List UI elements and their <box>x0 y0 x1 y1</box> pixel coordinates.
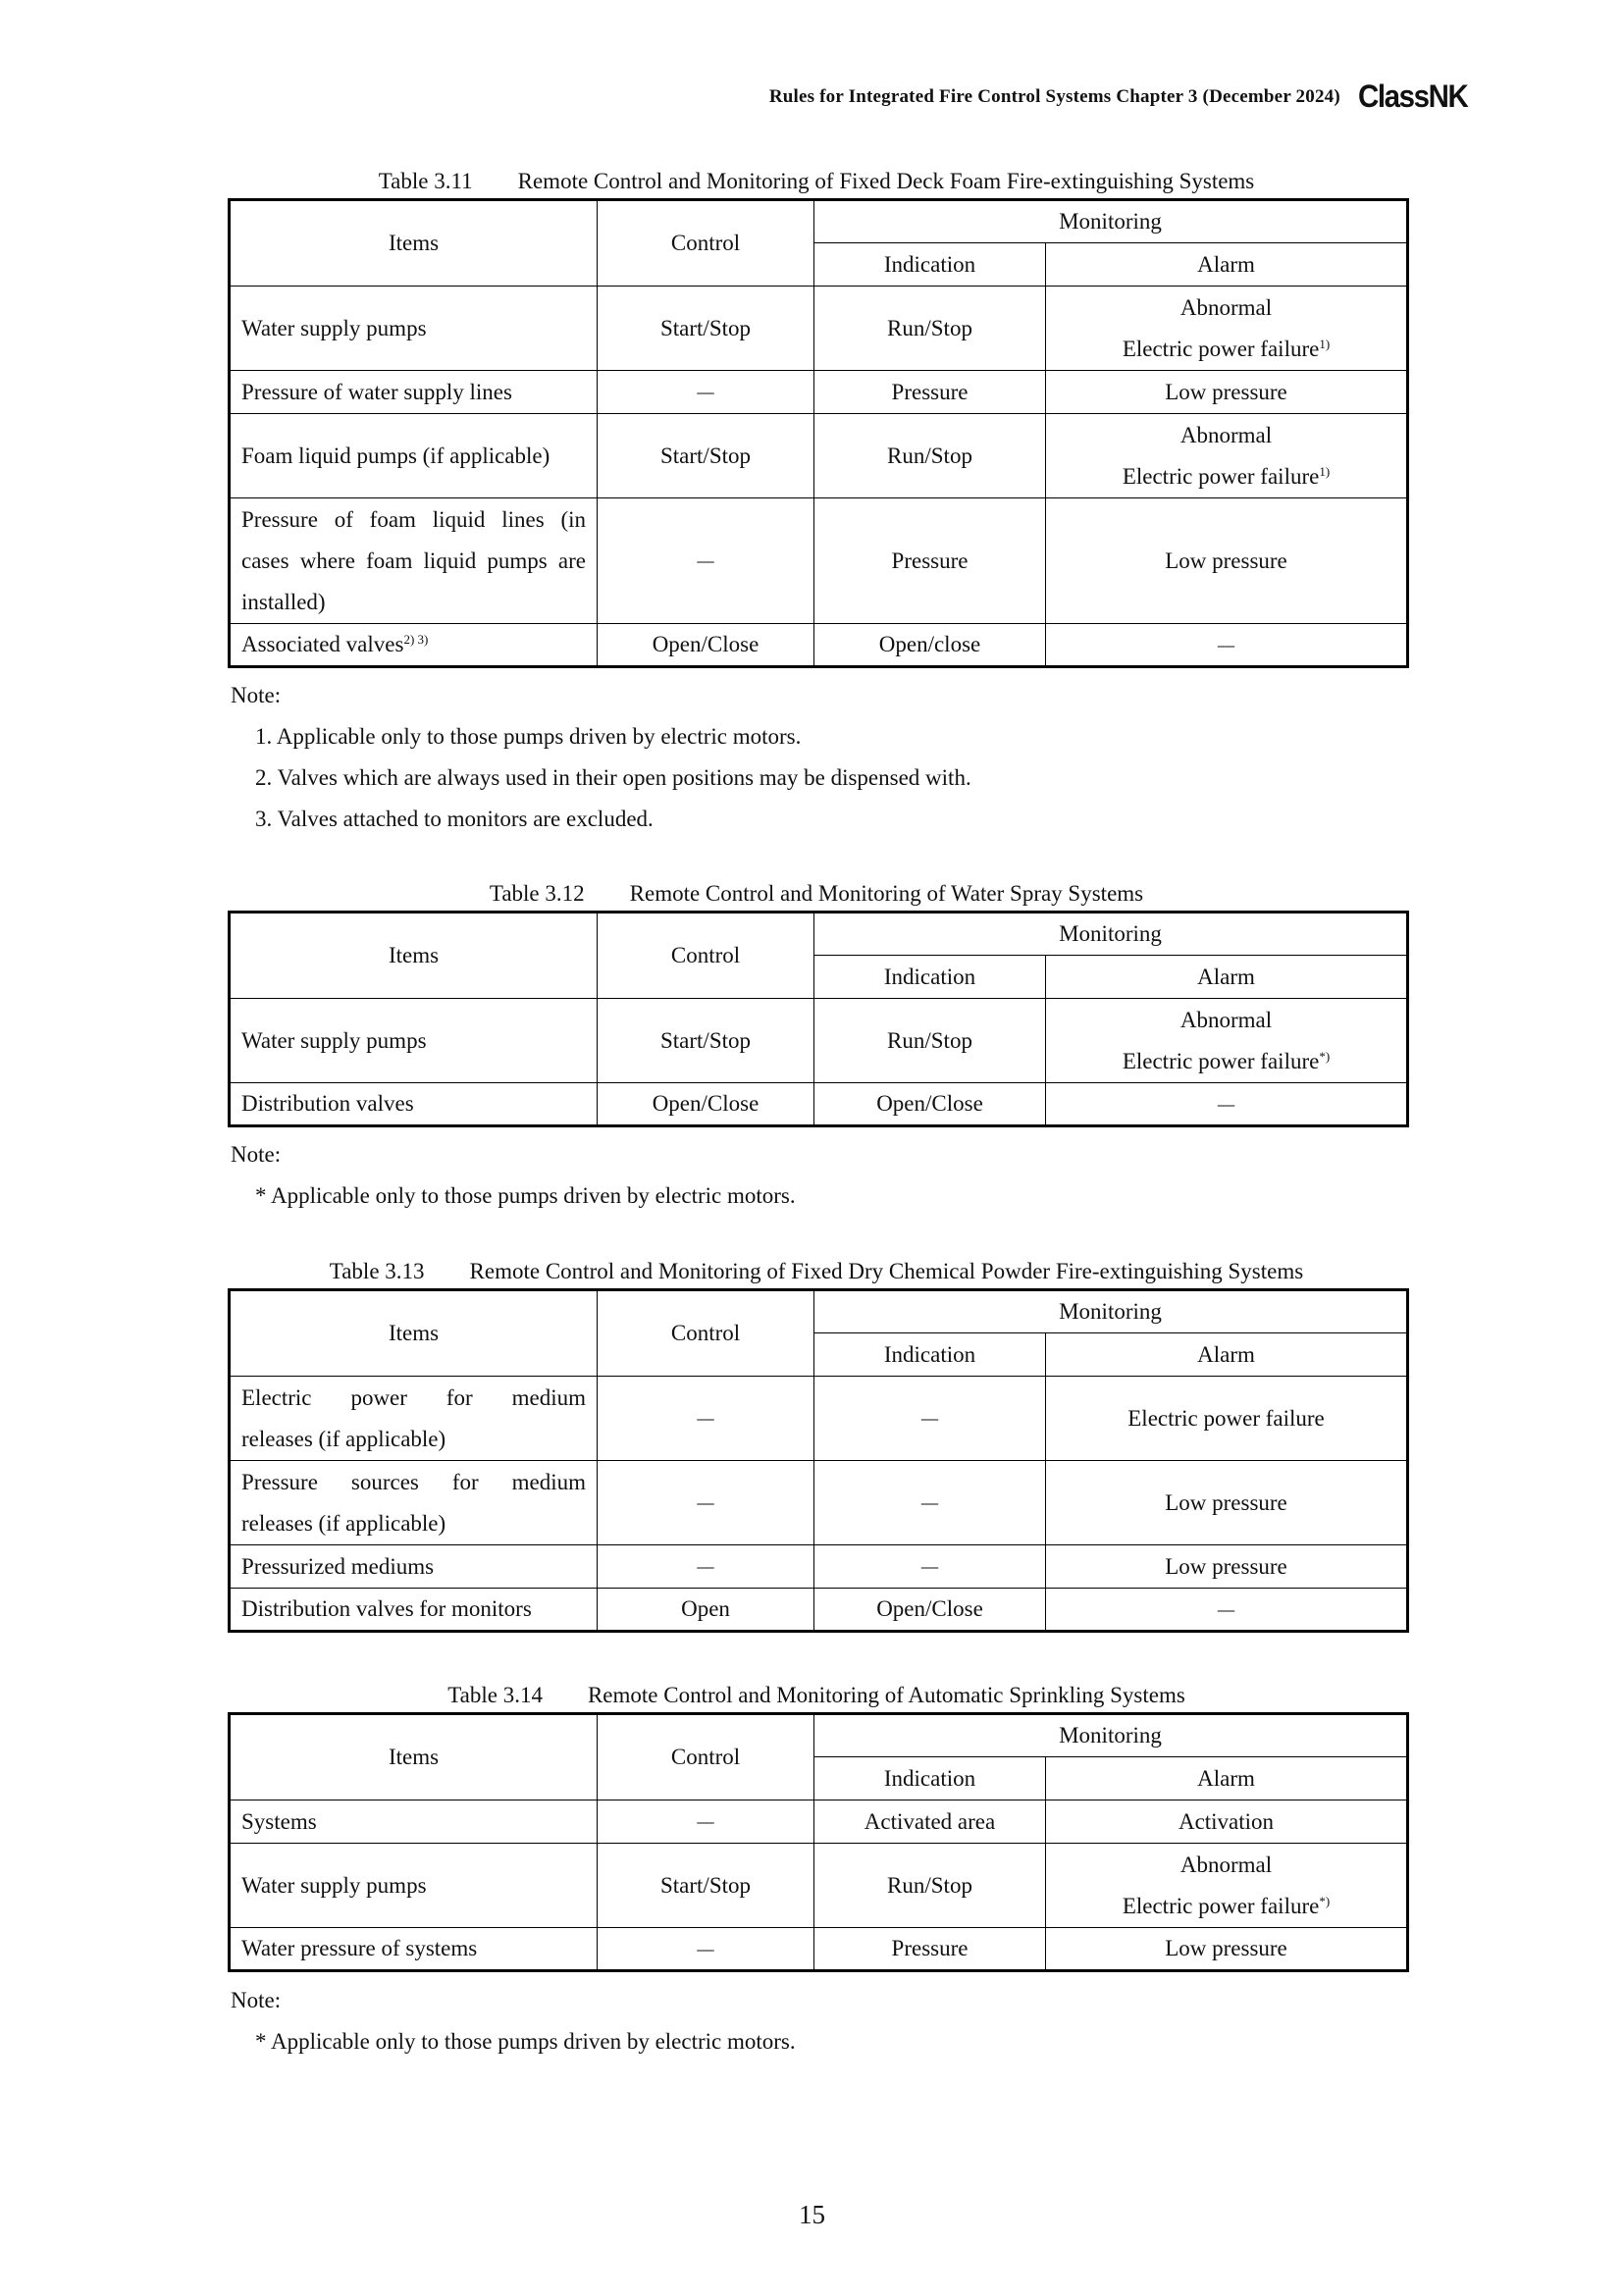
header-items: Items <box>230 913 598 999</box>
cell-alarm <box>1046 414 1408 498</box>
header-monitoring: Monitoring <box>814 1290 1408 1333</box>
item-line: installed) <box>241 589 326 614</box>
table-row <box>230 1545 1408 1589</box>
cell-control: － <box>598 371 814 414</box>
table-row <box>230 371 1408 414</box>
cell-control: Start/Stop <box>598 287 814 371</box>
table-row <box>230 1083 1408 1126</box>
table-3-12-caption <box>228 881 1405 907</box>
page-header <box>769 78 1477 115</box>
footnote-ref: 2) 3) <box>403 632 429 647</box>
header-monitoring: Monitoring <box>814 913 1408 956</box>
header-monitoring: Monitoring <box>814 200 1408 243</box>
cell-item <box>230 498 598 624</box>
cell-alarm: Low pressure <box>1046 1461 1408 1545</box>
cell-control: Start/Stop <box>598 999 814 1083</box>
header-control: Control <box>598 913 814 999</box>
cell-alarm: Activation <box>1046 1800 1408 1844</box>
cell-item <box>230 1377 598 1461</box>
table-row <box>230 414 1408 498</box>
cell-alarm: － <box>1046 1589 1408 1632</box>
alarm-line: Abnormal <box>1179 294 1273 320</box>
item-text: Associated valves <box>241 632 404 656</box>
header-control: Control <box>598 1290 814 1377</box>
table-3-13 <box>228 1288 1409 1633</box>
note-item: * Applicable only to those pumps driven by electric motors. <box>255 1183 796 1208</box>
cell-control: － <box>598 1377 814 1461</box>
table-number: Table 3.13 <box>329 1259 425 1283</box>
alarm-line: Electric power failure <box>1122 463 1320 489</box>
cell-item: Distribution valves for monitors <box>230 1589 598 1632</box>
table-3-11-caption <box>228 169 1405 194</box>
item-line: Pressure of foam liquid lines (in <box>241 506 586 532</box>
footnote-ref: *) <box>1319 1048 1331 1064</box>
note-item: 2. Valves which are always used in their open positions may be dispensed with. <box>255 765 971 790</box>
note-title: Note: <box>231 1142 282 1167</box>
cell-item: Water pressure of systems <box>230 1928 598 1971</box>
cell-alarm <box>1046 1844 1408 1928</box>
cell-indication: Run/Stop <box>814 287 1046 371</box>
header-control: Control <box>598 1714 814 1800</box>
cell-item: Water supply pumps <box>230 1844 598 1928</box>
cell-indication: Pressure <box>814 1928 1046 1971</box>
table-3-13-caption <box>228 1259 1405 1284</box>
cell-alarm: Low pressure <box>1046 1928 1408 1971</box>
note-item: 1. Applicable only to those pumps driven by electric motors. <box>255 724 802 749</box>
cell-indication: Pressure <box>814 371 1046 414</box>
cell-control: Open/Close <box>598 1083 814 1126</box>
cell-alarm: Low pressure <box>1046 371 1408 414</box>
cell-indication: Open/close <box>814 624 1046 667</box>
table-3-11 <box>228 198 1409 668</box>
cell-item <box>230 1461 598 1545</box>
alarm-line: Electric power failure <box>1122 1893 1320 1918</box>
cell-indication: Open/Close <box>814 1083 1046 1126</box>
cell-control: － <box>598 1928 814 1971</box>
table-row <box>230 1844 1408 1928</box>
table-row <box>230 498 1408 624</box>
header-alarm: Alarm <box>1046 243 1408 287</box>
cell-item: Pressure of water supply lines <box>230 371 598 414</box>
table-title: Remote Control and Monitoring of Water Spray Systems <box>629 881 1144 906</box>
table-number: Table 3.11 <box>378 169 473 193</box>
cell-alarm: Electric power failure <box>1046 1377 1408 1461</box>
table-row <box>230 1928 1408 1971</box>
alarm-line: Abnormal <box>1179 422 1273 447</box>
cell-indication: Activated area <box>814 1800 1046 1844</box>
cell-indication: Pressure <box>814 498 1046 624</box>
table-3-12 <box>228 911 1409 1127</box>
table-title: Remote Control and Monitoring of Automatic Sprinkling Systems <box>587 1683 1185 1707</box>
cell-control: － <box>598 498 814 624</box>
table-row <box>230 1589 1408 1632</box>
note-item: * Applicable only to those pumps driven by electric motors. <box>255 2029 796 2054</box>
table-3-14 <box>228 1712 1409 1972</box>
footnote-ref: *) <box>1319 1893 1331 1908</box>
header-monitoring: Monitoring <box>814 1714 1408 1757</box>
cell-alarm: － <box>1046 1083 1408 1126</box>
cell-item: Systems <box>230 1800 598 1844</box>
header-alarm: Alarm <box>1046 956 1408 999</box>
footnote-ref: 1) <box>1319 463 1331 479</box>
table-row <box>230 287 1408 371</box>
cell-control: Start/Stop <box>598 1844 814 1928</box>
header-indication: Indication <box>814 956 1046 999</box>
cell-alarm: Low pressure <box>1046 498 1408 624</box>
header-control: Control <box>598 200 814 287</box>
cell-item: Pressurized mediums <box>230 1545 598 1589</box>
page-number: 15 <box>799 2200 825 2229</box>
item-line: cases where foam liquid pumps are <box>241 548 586 573</box>
table-number: Table 3.12 <box>489 881 585 906</box>
table-row <box>230 1461 1408 1545</box>
cell-item <box>230 624 598 667</box>
header-title: Rules for Integrated Fire Control Systems Chapter 3 (December 2024) <box>768 85 1340 107</box>
cell-item: Water supply pumps <box>230 999 598 1083</box>
cell-item: Foam liquid pumps (if applicable) <box>230 414 598 498</box>
cell-indication: Open/Close <box>814 1589 1046 1632</box>
table-title: Remote Control and Monitoring of Fixed Deck Foam Fire-extinguishing Systems <box>517 169 1255 193</box>
item-line: Electric power for medium <box>241 1384 586 1410</box>
table-row <box>230 1800 1408 1844</box>
cell-control: － <box>598 1545 814 1589</box>
cell-indication: Run/Stop <box>814 1844 1046 1928</box>
item-line: releases (if applicable) <box>241 1426 446 1451</box>
header-items: Items <box>230 200 598 287</box>
header-indication: Indication <box>814 243 1046 287</box>
cell-control: Open/Close <box>598 624 814 667</box>
classnk-logo: ClassNK <box>1357 78 1468 114</box>
alarm-line: Electric power failure <box>1122 1048 1320 1073</box>
alarm-line: Abnormal <box>1179 1007 1273 1032</box>
table-3-14-caption <box>228 1683 1405 1708</box>
cell-alarm <box>1046 287 1408 371</box>
cell-control: Start/Stop <box>598 414 814 498</box>
cell-control: Open <box>598 1589 814 1632</box>
header-alarm: Alarm <box>1046 1757 1408 1800</box>
cell-control: － <box>598 1800 814 1844</box>
cell-indication: － <box>814 1461 1046 1545</box>
cell-control: － <box>598 1461 814 1545</box>
header-items: Items <box>230 1714 598 1800</box>
table-number: Table 3.14 <box>447 1683 543 1707</box>
header-indication: Indication <box>814 1333 1046 1377</box>
note-item: 3. Valves attached to monitors are excluded. <box>255 807 654 831</box>
cell-alarm: － <box>1046 624 1408 667</box>
cell-alarm <box>1046 999 1408 1083</box>
cell-indication: － <box>814 1377 1046 1461</box>
cell-item: Water supply pumps <box>230 287 598 371</box>
cell-alarm: Low pressure <box>1046 1545 1408 1589</box>
header-items: Items <box>230 1290 598 1377</box>
item-line: releases (if applicable) <box>241 1510 446 1536</box>
cell-indication: － <box>814 1545 1046 1589</box>
footnote-ref: 1) <box>1319 336 1331 351</box>
note-title: Note: <box>231 1988 282 2012</box>
item-line: Pressure sources for medium <box>241 1469 586 1494</box>
note-title: Note: <box>231 683 282 707</box>
table-row <box>230 624 1408 667</box>
alarm-line: Abnormal <box>1179 1852 1273 1877</box>
alarm-line: Electric power failure <box>1122 336 1320 361</box>
cell-indication: Run/Stop <box>814 414 1046 498</box>
table-row <box>230 1377 1408 1461</box>
header-indication: Indication <box>814 1757 1046 1800</box>
table-row <box>230 999 1408 1083</box>
cell-indication: Run/Stop <box>814 999 1046 1083</box>
cell-item: Distribution valves <box>230 1083 598 1126</box>
table-title: Remote Control and Monitoring of Fixed Dry Chemical Powder Fire-extinguishing Systems <box>469 1259 1304 1283</box>
header-alarm: Alarm <box>1046 1333 1408 1377</box>
